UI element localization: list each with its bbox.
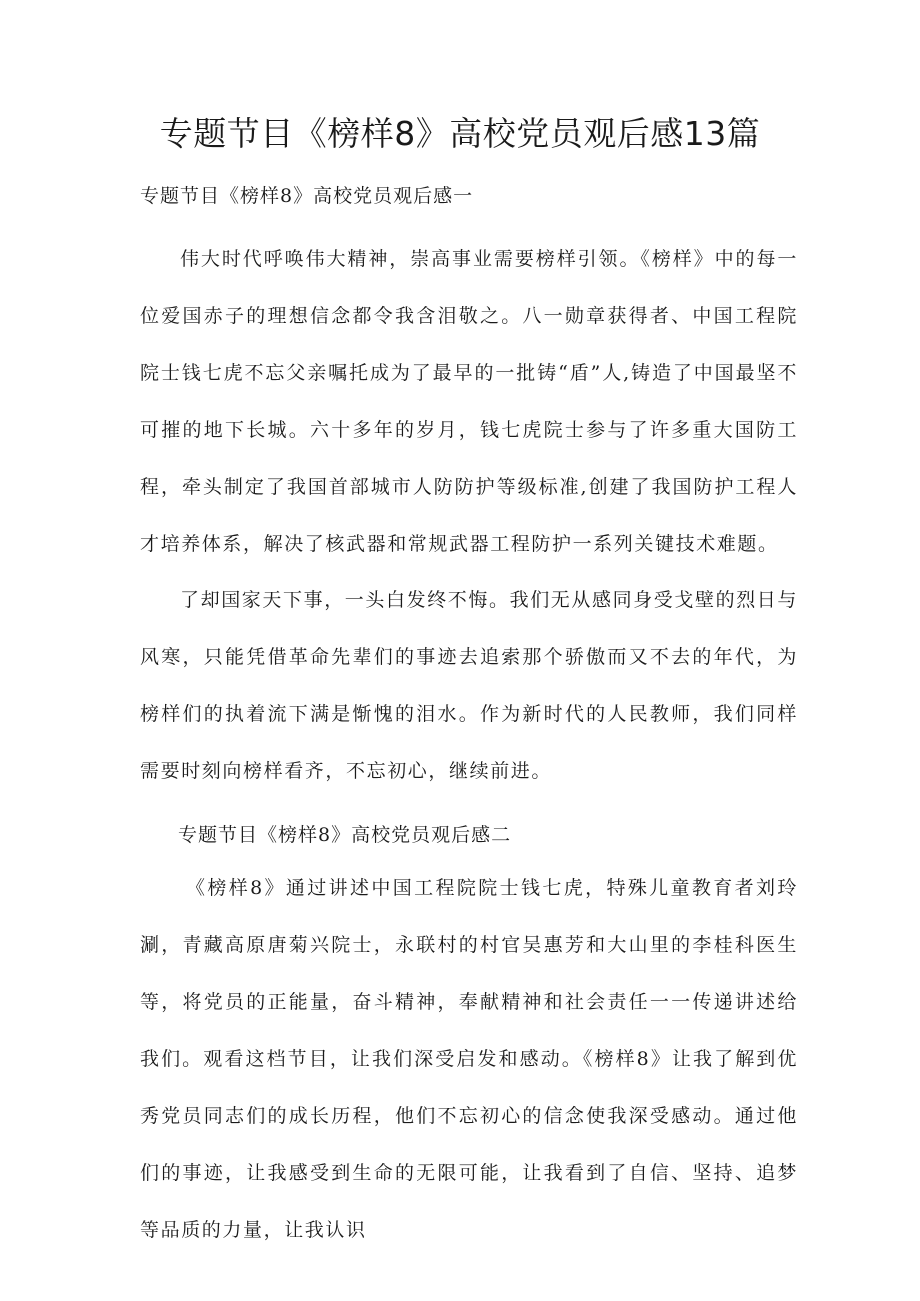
section-heading-1: 专题节目《榜样8》高校党员观后感一	[140, 185, 474, 207]
paragraph-3: 《榜样8》通过讲述中国工程院院士钱七虎，特殊儿童教育者刘玲涮，青藏高原唐菊兴院士，永联村的村官吴惠芳和大山里的李桂科医生等，将党员的正能量，奋斗精神，奉献精神和社会责任一一传递讲述给我们。观看这档节目，让我们深受启发和感动。《榜样8》让我了解到优秀党员同志们的成长历程，他们不忘初心的信念使我深受感动。通过他们的事迹，让我感受到生命的无限可能，让我看到了自信、坚持、追梦等品质的力量，让我认识	[140, 877, 798, 1241]
paragraph-2: 了却国家天下事，一头白发终不悔。我们无从感同身受戈壁的烈日与风寒，只能凭借革命先辈们的事迹去追索那个骄傲而又不去的年代，为榜样们的执着流下满是惭愧的泪水。作为新时代的人民教师，我们同样需要时刻向榜样看齐，不忘初心，继续前进。	[140, 589, 799, 782]
paragraph-1: 伟大时代呼唤伟大精神，崇高事业需要榜样引领。《榜样》中的每一位爱国赤子的理想信念都令我含泪敬之。八一勋章获得者、中国工程院院士钱七虎不忘父亲嘱托成为了最早的一批铸“盾”人,铸造了中国最坚不可摧的地下长城。六十多年的岁月，钱七虎院士参与了许多重大国防工程，牵头制定了我国首部城市人防防护等级标准,创建了我国防护工程人才培养体系，解决了核武器和常规武器工程防护一系列关键技术难题。	[140, 248, 798, 555]
document-title: 专题节目《榜样8》高校党员观后感13篇	[159, 114, 761, 153]
section-heading-2: 专题节目《榜样8》高校党员观后感二	[178, 824, 512, 846]
